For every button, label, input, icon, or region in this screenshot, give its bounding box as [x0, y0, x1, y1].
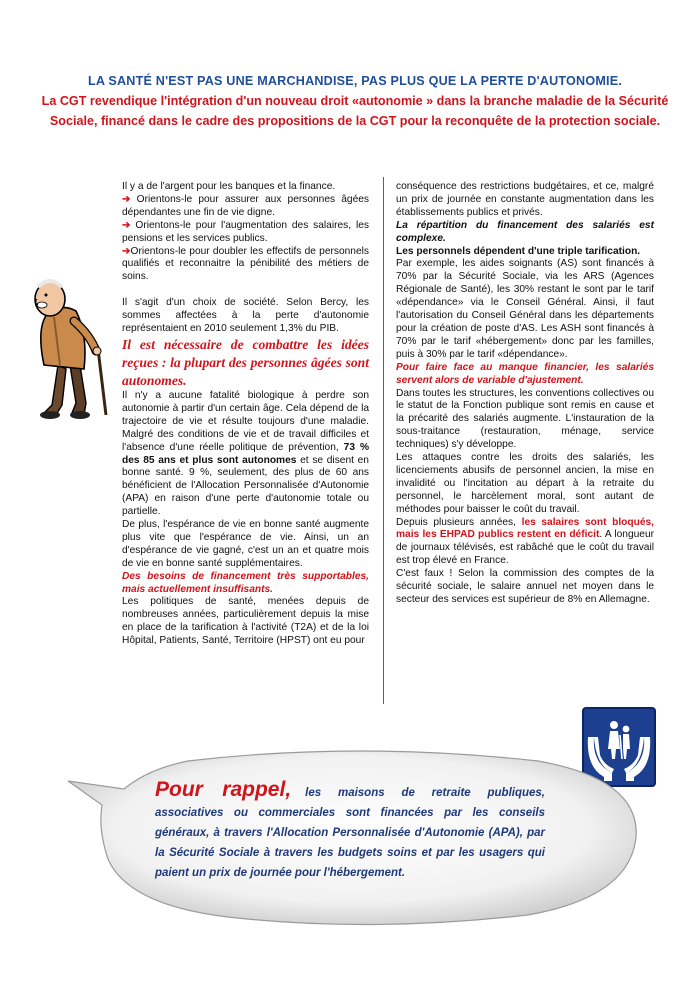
section-subheading: Pour faire face au manque financier, les salariés servent alors de variable d'ajustement.: [396, 361, 654, 386]
section-heading: Il est nécessaire de combattre les idées reçues : la plupart des personnes âgées sont autonomes.: [122, 336, 369, 388]
paragraph: Il n'y a aucune fatalité biologique à perdre son autonomie à partir d'un certain âge. Cela dépend de la trajectoire de vie et résulte toujours d'une maladie. Malgré des conditions de vie et de travail difficiles et l'absence d'une réelle politique de prévention, 73 % des 85 ans et plus sont autonomes et se disent en bonne santé. 9 %, seulement, des plus de 60 ans bénéficient de l'Allocation Personnalisée d'Autonomie (APA) en raison d'une perte d'autonomie totale ou partielle.: [122, 389, 369, 518]
arrow-icon: ➔: [122, 245, 131, 257]
paragraph: Il y a de l'argent pour les banques et la finance.: [122, 181, 336, 192]
paragraph: Depuis plusieurs années, les salaires sont bloqués, mais les EHPAD publics restent en déficit. A longueur de journaux télévisés, est rabâché que le coût du travail est trop élevé en France.: [396, 516, 655, 567]
bullet-item: ➔Orientons-le pour doubler les effectifs de personnels qualifiés et reconnaitre la pénibilité des métiers de soins.: [122, 245, 369, 283]
section-subheading: Des besoins de financement très supportables, mais actuellement insuffisants.: [122, 570, 369, 595]
paragraph: Il s'agit d'un choix de société. Selon Bercy, les sommes affectées à la perte d'autonomie représentaient en 2010 seulement 1,3% du PIB.: [122, 297, 369, 335]
highlight: 73 % des 85 ans et plus sont autonomes: [122, 441, 369, 466]
left-column: [122, 181, 369, 648]
reminder-text: Pour rappel, les maisons de retraite publiques, associatives ou commerciales sont financées par les conseils généraux, à travers l'Allocation Personnalisée d'Autonomie (APA), par la Sécurité Sociale à travers les budgets soins et par les usagers qui paient un prix de journée pour l'hébergement.: [155, 778, 545, 879]
bullet-item: ➔ Orientons-le pour assurer aux personnes âgées dépendantes une fin de vie digne.: [122, 193, 369, 218]
page-title: LA SANTÉ N'EST PAS UNE MARCHANDISE, PAS PLUS QUE LA PERTE D'AUTONOMIE.: [87, 74, 623, 88]
page-subtitle: La CGT revendique l'intégration d'un nouveau droit «autonomie » dans la branche maladie de la Sécurité Sociale, financé dans le cadre des propositions de la CGT pour la reconquête de la protection sociale.: [41, 94, 669, 128]
arrow-icon: ➔: [122, 219, 131, 231]
section-subheading: Les personnels dépendent d'une triple tarification.: [396, 245, 641, 257]
reminder-lead: Pour rappel,: [155, 778, 292, 801]
arrow-icon: ➔: [122, 193, 131, 205]
section-subheading: La répartition du financement des salariés est complexe.: [396, 219, 654, 244]
elderly-person-illustration: [10, 265, 120, 420]
paragraph: De plus, l'espérance de vie en bonne santé augmente plus vite que l'espérance de vie. Ainsi, un an d'espérance de vie gagné, c'est un an et quatre mois de vie en bonne santé supplémentaires.: [122, 519, 369, 569]
header: [40, 74, 670, 131]
paragraph: C'est faux ! Selon la commission des comptes de la sécurité sociale, le salaire annuel net moyen dans le secteur des services est supérieur de 8% en Allemagne.: [396, 568, 654, 605]
paragraph: Les attaques contre les droits des salariés, les licenciements abusifs de personnel ancien, la mise en invalidité ou l'incitation au départ à la retraite du personnel, le harcèlement moral, sont autant de méthodes pour baisser le coût du travail.: [396, 452, 654, 515]
right-column: [396, 181, 654, 607]
paragraph: Les politiques de santé, menées depuis de nombreuses années, particulièrement depuis la mise en place de la tarification à l'activité (T2A) et de la loi Hôpital, Patients, Santé, Territoire (HPST) ont eu pour: [122, 596, 369, 647]
paragraph: Par exemple, les aides soignants (AS) sont financés à 70% par la Sécurité Sociale, via les ARS (Agences Régionale de Santé), les 30% restant le sont par le tarif «dépendance» via le Conseil Général. Ainsi, il faut l'autorisation du Conseil Général dans les départements pour la création de poste d'AS. Les ASH sont financés à 70% par le tarif «hébergement» donc par les familles, puis à 30% par le tarif «dépendance».: [396, 258, 654, 360]
paragraph: Dans toutes les structures, les conventions collectives ou le statut de la Fonction publique sont remis en cause et la précarité des salariés augmente. L'instauration de la sous-traitance (restauration, ménage, service techniques) s'y développe.: [396, 387, 654, 451]
highlight: les salaires sont bloqués, mais les EHPAD publics restent en déficit: [396, 516, 654, 541]
column-divider: [383, 177, 384, 704]
bullet-item: ➔ Orientons-le pour l'augmentation des salaires, les pensions et les services publics.: [122, 219, 369, 244]
paragraph: conséquence des restrictions budgétaires, et ce, malgré un prix de journée en constante augmentation dans les établissements publics et privés.: [396, 181, 654, 218]
